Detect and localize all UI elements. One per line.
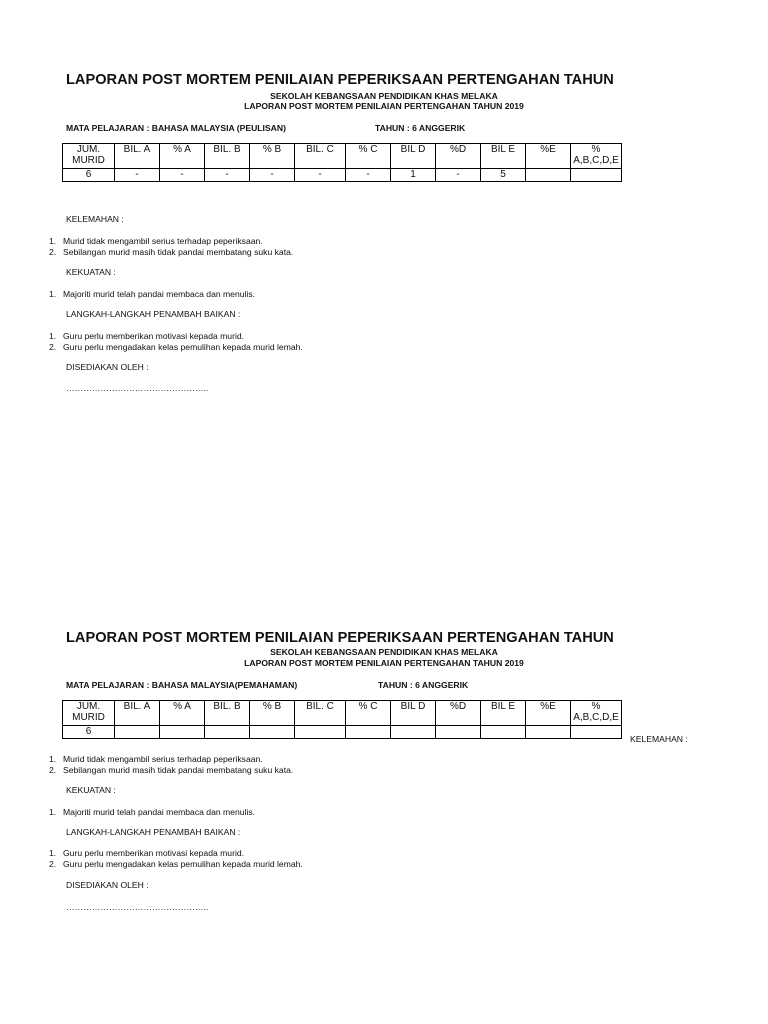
value-cell: - — [115, 169, 160, 182]
value-cell: - — [250, 169, 295, 182]
header-cell: %D — [436, 144, 481, 169]
header-cell: BIL. B — [205, 701, 250, 726]
value-cell — [391, 726, 436, 739]
value-cell — [346, 726, 391, 739]
table-header-row — [63, 144, 622, 169]
school-name: SEKOLAH KEBANGSAAN PENDIDIKAN KHAS MELAKA — [270, 647, 498, 657]
list-item — [49, 289, 255, 300]
value-cell — [115, 726, 160, 739]
year-label: TAHUN : 6 ANGGERIK — [375, 123, 466, 133]
kekuatan-list — [49, 289, 255, 300]
kekuatan-list — [49, 807, 255, 818]
value-cell: - — [160, 169, 205, 182]
value-cell — [481, 726, 526, 739]
value-cell — [436, 726, 481, 739]
header-cell: % C — [346, 144, 391, 169]
list-number: 1. — [49, 754, 57, 764]
list-text: Guru perlu memberikan motivasi kepada murid. — [63, 331, 245, 341]
value-cell: 6 — [63, 726, 115, 739]
subject-label: MATA PELAJARAN : BAHASA MALAYSIA(PEMAHAMAN) — [66, 680, 298, 690]
header-cell: % A,B,C,D,E — [571, 144, 622, 169]
list-item — [49, 754, 293, 765]
list-number: 1. — [49, 807, 57, 817]
header-cell: % B — [250, 144, 295, 169]
value-cell: - — [295, 169, 346, 182]
list-text: Guru perlu memberikan motivasi kepada murid. — [63, 848, 245, 858]
list-item — [49, 247, 293, 258]
header-cell: % A — [160, 144, 205, 169]
header-cell: % A — [160, 701, 205, 726]
disediakan-label: DISEDIAKAN OLEH : — [66, 880, 149, 890]
header-cell: JUM. MURID — [63, 144, 115, 169]
value-cell — [571, 169, 622, 182]
header-cell: JUM. MURID — [63, 701, 115, 726]
report-title: LAPORAN POST MORTEM PENILAIAN PEPERIKSAAN PERTENGAHAN TAHUN — [66, 72, 614, 88]
value-cell — [526, 726, 571, 739]
header-cell: BIL. A — [115, 144, 160, 169]
value-cell: 1 — [391, 169, 436, 182]
list-number: 1. — [49, 236, 57, 246]
report-subtitle: LAPORAN POST MORTEM PENILAIAN PERTENGAHAN TAHUN 2019 — [244, 658, 524, 668]
value-cell: - — [346, 169, 391, 182]
list-item — [49, 848, 303, 859]
disediakan-label: DISEDIAKAN OLEH : — [66, 362, 149, 372]
list-text: Murid tidak mengambil serius terhadap peperiksaan. — [63, 754, 263, 764]
header-cell: BIL. C — [295, 144, 346, 169]
year-label: TAHUN : 6 ANGGERIK — [378, 680, 469, 690]
value-cell: - — [205, 169, 250, 182]
list-text: Murid tidak mengambil serius terhadap peperiksaan. — [63, 236, 263, 246]
list-text: Majoriti murid telah pandai membaca dan menulis. — [63, 289, 256, 299]
list-text: Sebilangan murid masih tidak pandai membatang suku kata. — [63, 246, 294, 257]
langkah-label: LANGKAH-LANGKAH PENAMBAH BAIKAN : — [66, 309, 241, 319]
value-cell: 5 — [481, 169, 526, 182]
header-cell: BIL D — [391, 144, 436, 169]
header-cell: BIL. C — [295, 701, 346, 726]
list-number: 2. — [49, 341, 57, 352]
list-item — [49, 859, 303, 870]
list-number: 2. — [49, 246, 57, 257]
kelemahan-label: KELEMAHAN : — [630, 734, 688, 744]
kelemahan-list — [49, 754, 293, 775]
list-item — [49, 765, 293, 776]
value-cell — [295, 726, 346, 739]
signature-line: ………………………………………….. — [66, 383, 209, 393]
list-number: 1. — [49, 331, 57, 341]
list-text: Guru perlu mengadakan kelas pemulihan kepada murid lemah. — [63, 341, 303, 352]
value-cell — [205, 726, 250, 739]
langkah-list — [49, 848, 303, 869]
grade-table — [62, 700, 622, 739]
header-cell: %E — [526, 144, 571, 169]
value-cell — [571, 726, 622, 739]
langkah-label: LANGKAH-LANGKAH PENAMBAH BAIKAN : — [66, 827, 241, 837]
list-text: Majoriti murid telah pandai membaca dan menulis. — [63, 807, 256, 817]
report-subtitle: LAPORAN POST MORTEM PENILAIAN PERTENGAHAN TAHUN 2019 — [244, 101, 524, 111]
header-cell: %D — [436, 701, 481, 726]
kekuatan-label: KEKUATAN : — [66, 267, 116, 277]
value-cell — [526, 169, 571, 182]
table-header-row — [63, 701, 622, 726]
list-text: Guru perlu mengadakan kelas pemulihan kepada murid lemah. — [63, 858, 303, 869]
kelemahan-label: KELEMAHAN : — [66, 214, 124, 224]
header-cell: BIL E — [481, 701, 526, 726]
header-cell: %E — [526, 701, 571, 726]
header-cell: BIL D — [391, 701, 436, 726]
header-cell: BIL. B — [205, 144, 250, 169]
value-cell: 6 — [63, 169, 115, 182]
table-row — [63, 726, 622, 739]
header-cell: BIL E — [481, 144, 526, 169]
header-cell: % B — [250, 701, 295, 726]
value-cell — [250, 726, 295, 739]
school-name: SEKOLAH KEBANGSAAN PENDIDIKAN KHAS MELAKA — [270, 91, 498, 101]
kelemahan-list — [49, 236, 293, 257]
value-cell: - — [436, 169, 481, 182]
header-cell: % C — [346, 701, 391, 726]
list-text: Sebilangan murid masih tidak pandai membatang suku kata. — [63, 764, 294, 775]
list-number: 1. — [49, 289, 57, 299]
list-number: 2. — [49, 764, 57, 775]
list-item — [49, 807, 255, 818]
value-cell — [160, 726, 205, 739]
subject-label: MATA PELAJARAN : BAHASA MALAYSIA (PEULISAN) — [66, 123, 286, 133]
header-cell: % A,B,C,D,E — [571, 701, 622, 726]
list-number: 2. — [49, 858, 57, 869]
list-number: 1. — [49, 848, 57, 858]
langkah-list — [49, 331, 303, 352]
report-title: LAPORAN POST MORTEM PENILAIAN PEPERIKSAAN PERTENGAHAN TAHUN — [66, 630, 614, 646]
signature-line: ………………………………………….. — [66, 902, 209, 912]
list-item — [49, 342, 303, 353]
list-item — [49, 236, 293, 247]
list-item — [49, 331, 303, 342]
grade-table — [62, 143, 622, 182]
header-cell: BIL. A — [115, 701, 160, 726]
kekuatan-label: KEKUATAN : — [66, 785, 116, 795]
table-row — [63, 169, 622, 182]
